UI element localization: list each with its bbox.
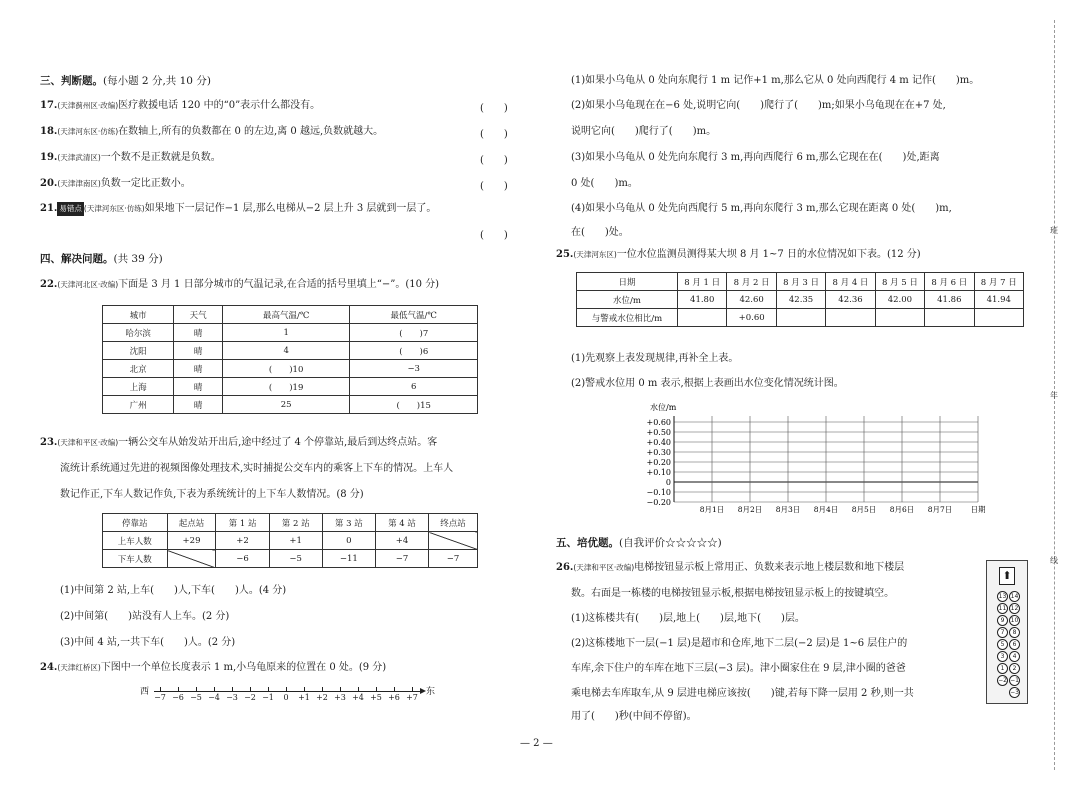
chart-x-tick-label: 8月2日 bbox=[737, 505, 763, 514]
number-line-tick-label: +3 bbox=[334, 693, 346, 702]
elevator-floor-button[interactable]: 12 bbox=[1010, 605, 1019, 612]
question-18: 18.(天津河东区·仿练)在数轴上,所有的负数都在 0 的左边,离 0 越远,负数就越大。 bbox=[40, 126, 384, 137]
elevator-floor-button[interactable]: 4 bbox=[1009, 651, 1020, 662]
number-line-tick bbox=[340, 687, 341, 691]
answer-paren-19[interactable]: ( ) bbox=[480, 155, 508, 166]
q26-sub2-b: 车库,余下住户的车库在地下三层(−3 层)。津小圈家住在 9 层,津小圈的爸爸 bbox=[571, 663, 906, 674]
number-line-tick bbox=[160, 687, 161, 691]
table-header: 城市 bbox=[103, 306, 174, 324]
number-line-tick bbox=[214, 687, 215, 691]
number-line-tick bbox=[358, 687, 359, 691]
side-label: 年 bbox=[1050, 391, 1058, 400]
bus-passenger-table: 停靠站 起点站 第 1 站 第 2 站 第 3 站 第 4 站 终点站 上车人数 +29 +2 +1 0 +4 下车人数 −6 −5 −11 −7 −7 bbox=[102, 513, 478, 568]
elevator-floor-button[interactable]: 2 bbox=[1009, 663, 1020, 674]
q24-sub2-line1: (2)如果小乌龟现在在−6 处,说明它向( )爬行了( )m;如果小乌龟现在在+7 处, bbox=[571, 100, 946, 111]
question-23-line2: 流统计系统通过先进的视频图像处理技术,实时捕捉公交车内的乘客上下车的情况。上车人 bbox=[60, 463, 454, 474]
answer-paren-18[interactable]: ( ) bbox=[480, 129, 508, 140]
q26-line2: 数。右面是一栋楼的电梯按钮显示板,根据电梯按钮显示板上的按键填空。 bbox=[571, 588, 895, 599]
q25-sub2: (2)警戒水位用 0 m 表示,根据上表画出水位变化情况统计图。 bbox=[571, 378, 844, 389]
number-line-tick-label: +4 bbox=[352, 693, 364, 702]
number-line-tick-label: +5 bbox=[370, 693, 382, 702]
number-line-tick bbox=[322, 687, 323, 691]
diagonal-cell bbox=[167, 550, 216, 568]
elevator-floor-button[interactable]: 11 bbox=[998, 605, 1007, 612]
q24-sub4-line1: (4)如果小乌龟从 0 处先向西爬行 5 m,再向东爬行 3 m,那么它现在距离 0 处( )m, bbox=[571, 203, 952, 214]
number-line-tick-label: −5 bbox=[190, 693, 202, 702]
number-line-tick bbox=[268, 687, 269, 691]
question-24: 24.(天津红桥区)下图中一个单位长度表示 1 m,小乌龟原来的位置在 0 处。(9 分) bbox=[40, 662, 387, 673]
question-22: 22.(天津河北区·改编)下面是 3 月 1 日部分城市的气温记录,在合适的括号里填上“−”。(10 分) bbox=[40, 279, 440, 290]
number-line-tick bbox=[196, 687, 197, 691]
section-5-heading: 五、培优题。(自我评价☆☆☆☆☆) bbox=[556, 537, 722, 549]
elevator-floor-button[interactable]: 6 bbox=[1009, 639, 1020, 650]
question-21: 21. 易错点 (天津河东区·仿练)如果地下一层记作−1 层,那么电梯从−2 层上升 3 层就到一层了。 bbox=[40, 203, 437, 214]
number-line-tick-label: +1 bbox=[298, 693, 310, 702]
number-line-tick bbox=[232, 687, 233, 691]
chart-y-tick-label: 0 bbox=[665, 478, 671, 487]
table-header: 最高气温/℃ bbox=[222, 306, 350, 324]
answer-paren-21[interactable]: ( ) bbox=[480, 230, 508, 241]
q26-sub2-a: (2)这栋楼地下一层(−1 层)是超市和仓库,地下二层(−2 层)是 1~6 层住户的 bbox=[571, 638, 908, 649]
number-line-tick bbox=[394, 687, 395, 691]
number-line-tick-label: +7 bbox=[406, 693, 418, 702]
table-row: 上海 晴 ( )19 6 bbox=[103, 378, 478, 396]
number-line-tick bbox=[304, 687, 305, 691]
elevator-floor-button[interactable]: 9 bbox=[997, 615, 1008, 626]
number-line-axis bbox=[154, 691, 424, 692]
elevator-button-panel bbox=[986, 560, 1028, 704]
page-number: — 2 — bbox=[520, 738, 553, 749]
number-line-tick bbox=[286, 687, 287, 691]
water-level-chart bbox=[616, 398, 1016, 528]
elevator-floor-button[interactable]: −1 bbox=[1010, 677, 1019, 684]
arrow-right-icon bbox=[420, 688, 426, 694]
error-prone-tag: 易错点 bbox=[57, 202, 84, 216]
number-line-tick-label: −6 bbox=[172, 693, 184, 702]
number-line-tick-label: −4 bbox=[208, 693, 220, 702]
number-line-tick bbox=[412, 687, 413, 691]
chart-x-tick-label: 8月4日 bbox=[813, 505, 839, 514]
table-row: 与警戒水位相比/m +0.60 bbox=[577, 309, 1024, 327]
q24-sub4-line2: 在( )处。 bbox=[571, 227, 629, 238]
table-row: 北京 晴 ( )10 −3 bbox=[103, 360, 478, 378]
q24-sub3-line2: 0 处( )m。 bbox=[571, 178, 638, 189]
question-23-sub1: (1)中间第 2 站,上车( )人,下车( )人。(4 分) bbox=[60, 585, 287, 596]
chart-y-tick-label: +0.50 bbox=[646, 428, 671, 437]
question-23-sub2: (2)中间第( )站没有人上车。(2 分) bbox=[60, 611, 230, 622]
table-row: 沈阳 晴 4 ( )6 bbox=[103, 342, 478, 360]
section-3-heading: 三、判断题。(每小题 2 分,共 10 分) bbox=[40, 75, 211, 87]
elevator-floor-button[interactable]: 5 bbox=[997, 639, 1008, 650]
number-line-tick-label: −2 bbox=[244, 693, 256, 702]
table-row: 下车人数 −6 −5 −11 −7 −7 bbox=[103, 550, 478, 568]
chart-y-tick-label: −0.20 bbox=[646, 498, 671, 507]
table-row: 水位/m 41.80 42.60 42.35 42.36 42.00 41.86 41.94 bbox=[577, 291, 1024, 309]
answer-paren-20[interactable]: ( ) bbox=[480, 181, 508, 192]
number-line-tick bbox=[250, 687, 251, 691]
elevator-floor-button[interactable]: 10 bbox=[1010, 617, 1019, 624]
elevator-floor-button[interactable]: 3 bbox=[997, 651, 1008, 662]
q24-sub1: (1)如果小乌龟从 0 处向东爬行 1 m 记作+1 m,那么它从 0 处向西爬行 4 m 记作( )m。 bbox=[571, 75, 980, 86]
number-line-tick bbox=[178, 687, 179, 691]
elevator-floor-button[interactable]: 7 bbox=[997, 627, 1008, 638]
q26-sub2-d: 用了( )秒(中间不停留)。 bbox=[571, 711, 697, 722]
diagonal-cell bbox=[429, 532, 478, 550]
number-line-tick-label: 0 bbox=[283, 693, 289, 702]
number-line bbox=[140, 684, 440, 708]
number-line-tick-label: +6 bbox=[388, 693, 400, 702]
side-label: 线 bbox=[1050, 556, 1058, 565]
water-level-table: 日期 8 月 1 日 8 月 2 日 8 月 3 日 8 月 4 日 8 月 5 日 8 月 6 日 8 月 7 日 水位/m 41.80 42.60 42.35 42.36 42.00 41.86 41.94 与警戒水位相比/m +0.60 bbox=[576, 272, 1024, 327]
number-line-tick-label: −7 bbox=[154, 693, 166, 702]
question-25: 25.(天津河东区)一位水位监测员测得某大坝 8 月 1~7 日的水位情况如下表。(12 分) bbox=[556, 249, 921, 260]
question-20: 20.(天津津南区)负数一定比正数小。 bbox=[40, 178, 191, 189]
number-line-tick-label: −3 bbox=[226, 693, 238, 702]
table-row: 上车人数 +29 +2 +1 0 +4 bbox=[103, 532, 478, 550]
number-line-tick-label: +2 bbox=[316, 693, 328, 702]
elevator-floor-button[interactable]: 14 bbox=[1010, 593, 1019, 600]
table-header: 天气 bbox=[174, 306, 223, 324]
table-row: 哈尔滨 晴 1 ( )7 bbox=[103, 324, 478, 342]
east-label: 东 bbox=[426, 687, 436, 697]
q26-sub2-c: 乘电梯去车库取车,从 9 层进电梯应该按( )键,若每下降一层用 2 秒,则一共 bbox=[571, 688, 914, 699]
chart-y-tick-label: +0.60 bbox=[646, 418, 671, 427]
elevator-floor-button[interactable]: −3 bbox=[1010, 689, 1019, 696]
q25-sub1: (1)先观察上表发现规律,再补全上表。 bbox=[571, 353, 739, 364]
q26-sub1: (1)这栋楼共有( )层,地上( )层,地下( )层。 bbox=[571, 613, 805, 624]
chart-x-tick-label: 8月5日 bbox=[851, 505, 877, 514]
number-line-tick-label: −1 bbox=[262, 693, 274, 702]
section-4-heading: 四、解决问题。(共 39 分) bbox=[40, 253, 163, 265]
elevator-floor-button[interactable]: −2 bbox=[998, 677, 1007, 684]
question-26: 26.(天津和平区·改编)电梯按钮显示板上常用正、负数来表示地上楼层数和地下楼层 bbox=[556, 562, 905, 573]
chart-x-tick-label: 8月1日 bbox=[699, 505, 725, 514]
arrow-up-icon: ⬆ bbox=[999, 567, 1015, 585]
q24-sub2-line2: 说明它向( )爬行了( )m。 bbox=[571, 126, 717, 137]
chart-x-tick-label: 8月7日 bbox=[927, 505, 953, 514]
question-17: 17.(天津蓟州区·改编)医疗救援电话 120 中的“0”表示什么都没有。 bbox=[40, 100, 321, 111]
temperature-table bbox=[102, 305, 478, 414]
question-23: 23.(天津和平区·改编)一辆公交车从始发站开出后,途中经过了 4 个停靠站,最后到达终点站。客 bbox=[40, 437, 438, 448]
question-19: 19.(天津武清区)一个数不是正数就是负数。 bbox=[40, 152, 221, 163]
question-23-line3: 数记作正,下车人数记作负,下表为系统统计的上下车人数情况。(8 分) bbox=[60, 489, 364, 500]
table-header: 最低气温/℃ bbox=[350, 306, 478, 324]
chart-y-tick-label: +0.10 bbox=[646, 468, 671, 477]
chart-x-tick-label: 8月6日 bbox=[889, 505, 915, 514]
chart-y-label: 水位/m bbox=[650, 403, 677, 412]
chart-x-tick-label: 8月3日 bbox=[775, 505, 801, 514]
elevator-floor-button[interactable]: 8 bbox=[1009, 627, 1020, 638]
number-line-tick bbox=[376, 687, 377, 691]
west-label: 西 bbox=[140, 687, 150, 697]
chart-y-tick-label: +0.30 bbox=[646, 448, 671, 457]
answer-paren-17[interactable]: ( ) bbox=[480, 103, 508, 114]
chart-x-label: 日期 bbox=[970, 505, 986, 514]
elevator-floor-button[interactable]: 13 bbox=[998, 593, 1007, 600]
elevator-floor-button[interactable]: 1 bbox=[997, 663, 1008, 674]
side-label: 班 bbox=[1050, 226, 1058, 235]
chart-y-tick-label: +0.20 bbox=[646, 458, 671, 467]
question-23-sub3: (3)中间 4 站,一共下车( )人。(2 分) bbox=[60, 637, 236, 648]
chart-y-tick-label: −0.10 bbox=[646, 488, 671, 497]
q24-sub3-line1: (3)如果小乌龟从 0 处先向东爬行 3 m,再向西爬行 6 m,那么它现在在( )处,距离 bbox=[571, 152, 940, 163]
chart-y-tick-label: +0.40 bbox=[646, 438, 671, 447]
table-row: 广州 晴 25 ( )15 bbox=[103, 396, 478, 414]
